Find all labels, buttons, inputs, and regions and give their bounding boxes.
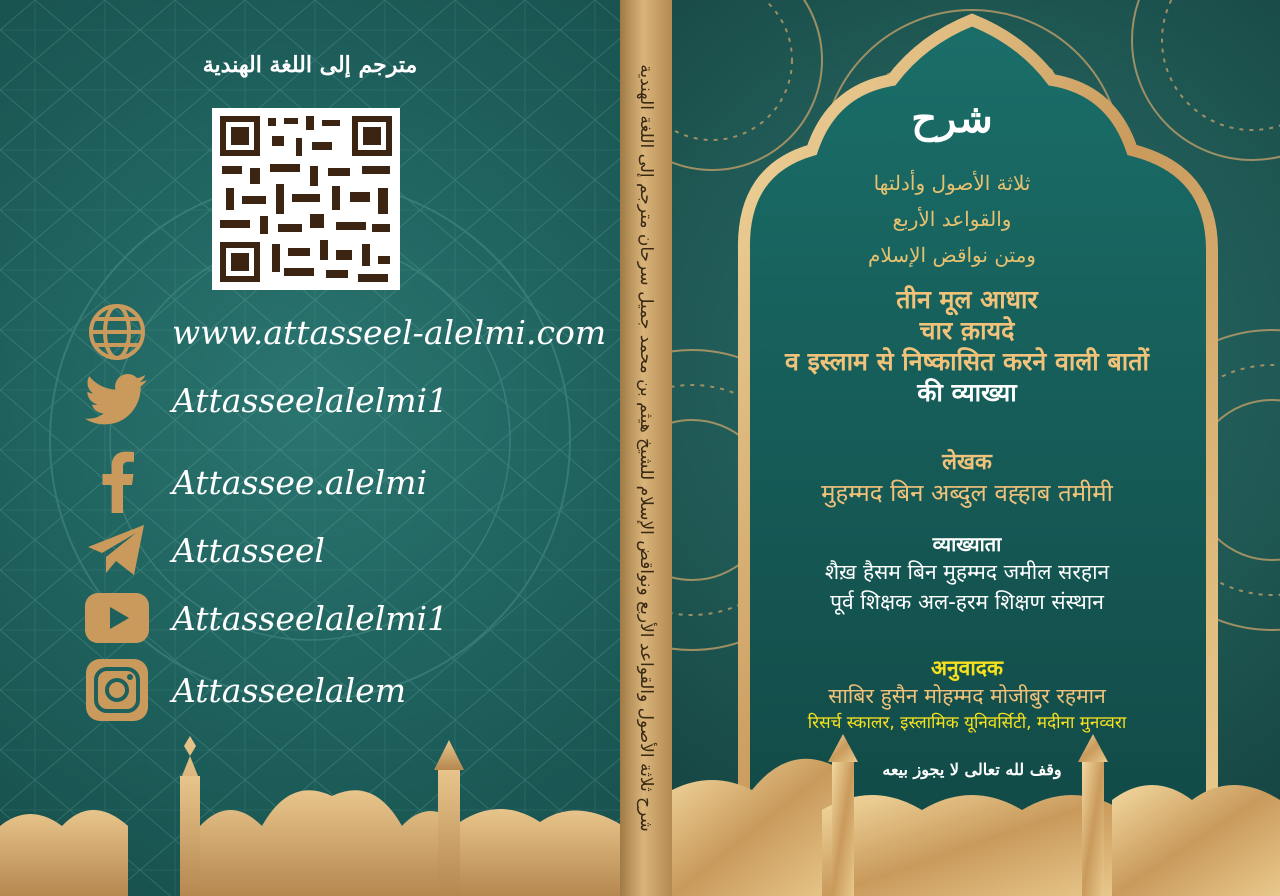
youtube-handle[interactable]: Attasseelalelmi1 (172, 598, 449, 638)
telegram-handle[interactable]: Attasseel (172, 530, 325, 570)
social-youtube[interactable] (84, 586, 448, 650)
qr-code[interactable] (212, 108, 400, 290)
arabic-heading: شرح (911, 95, 993, 142)
translator-desc: रिसर्च स्कालर, इस्लामिक यूनिवर्सिटी, मदीना मुनव्वरा (807, 713, 1127, 733)
waqf-notice: وقف لله تعالى لا يجوز بيعه (882, 760, 1062, 779)
back-skyline (0, 716, 620, 896)
social-facebook[interactable] (84, 450, 427, 514)
instagram-icon (84, 660, 150, 720)
social-instagram[interactable] (84, 658, 406, 722)
arabic-title-line: والقواعد الأربع (892, 207, 1012, 231)
explainer-block (682, 530, 1252, 617)
facebook-icon (84, 452, 150, 512)
author-block (682, 446, 1252, 509)
qr-title: مترجم إلى اللغة الهندية (202, 52, 418, 78)
hindi-title-line: चार क़ायदे (919, 316, 1015, 345)
twitter-handle[interactable]: Attasseelalelmi1 (172, 380, 449, 420)
back-cover (0, 0, 620, 896)
instagram-handle[interactable]: Attasseelalem (172, 670, 406, 710)
hindi-title-line: की व्याख्या (917, 378, 1017, 407)
social-telegram[interactable] (84, 518, 325, 582)
arabic-title-line: ومتن نواقض الإسلام (868, 243, 1036, 267)
website-link[interactable]: www.attasseel-alelmi.com (172, 312, 607, 352)
globe-icon (84, 302, 150, 362)
facebook-handle[interactable]: Attassee.alelmi (172, 462, 428, 502)
translator-block (682, 654, 1252, 733)
social-website[interactable] (84, 300, 606, 364)
book-spine (620, 0, 672, 896)
author-label: लेखक (942, 450, 992, 475)
arabic-title-line: ثلاثة الأصول وأدلتها (873, 171, 1031, 195)
translator-label: अनुवादक (930, 656, 1004, 680)
arabic-title (672, 165, 1232, 273)
twitter-icon (84, 370, 150, 430)
translator-name: साबिर हुसैन मोहम्मद मोजीबुर रहमान (828, 684, 1106, 708)
telegram-icon (84, 520, 150, 580)
youtube-icon (84, 588, 150, 648)
front-cover (672, 0, 1280, 896)
hindi-title-line: व इस्लाम से निष्कासित करने वाली बातों (785, 347, 1149, 376)
explainer-name: शैख़ हैसम बिन मुहम्मद जमील सरहान (824, 560, 1110, 584)
author-name: मुहम्मद बिन अब्दुल वह्हाब तमीमी (821, 479, 1113, 507)
spine-title: شرح ثلاثة الأصول والقواعد الأربع ونواقض الإسلام للشيخ هيثم بن محمد جميل سرحان مترجم إلى اللغة الهندية (636, 64, 656, 832)
social-twitter[interactable] (84, 368, 448, 432)
explainer-label: व्याख्याता (932, 532, 1002, 556)
explainer-desc: पूर्व शिक्षक अल-हरम शिक्षण संस्थान (830, 590, 1104, 614)
hindi-title (682, 284, 1252, 408)
hindi-title-line: तीन मूल आधार (896, 285, 1038, 314)
